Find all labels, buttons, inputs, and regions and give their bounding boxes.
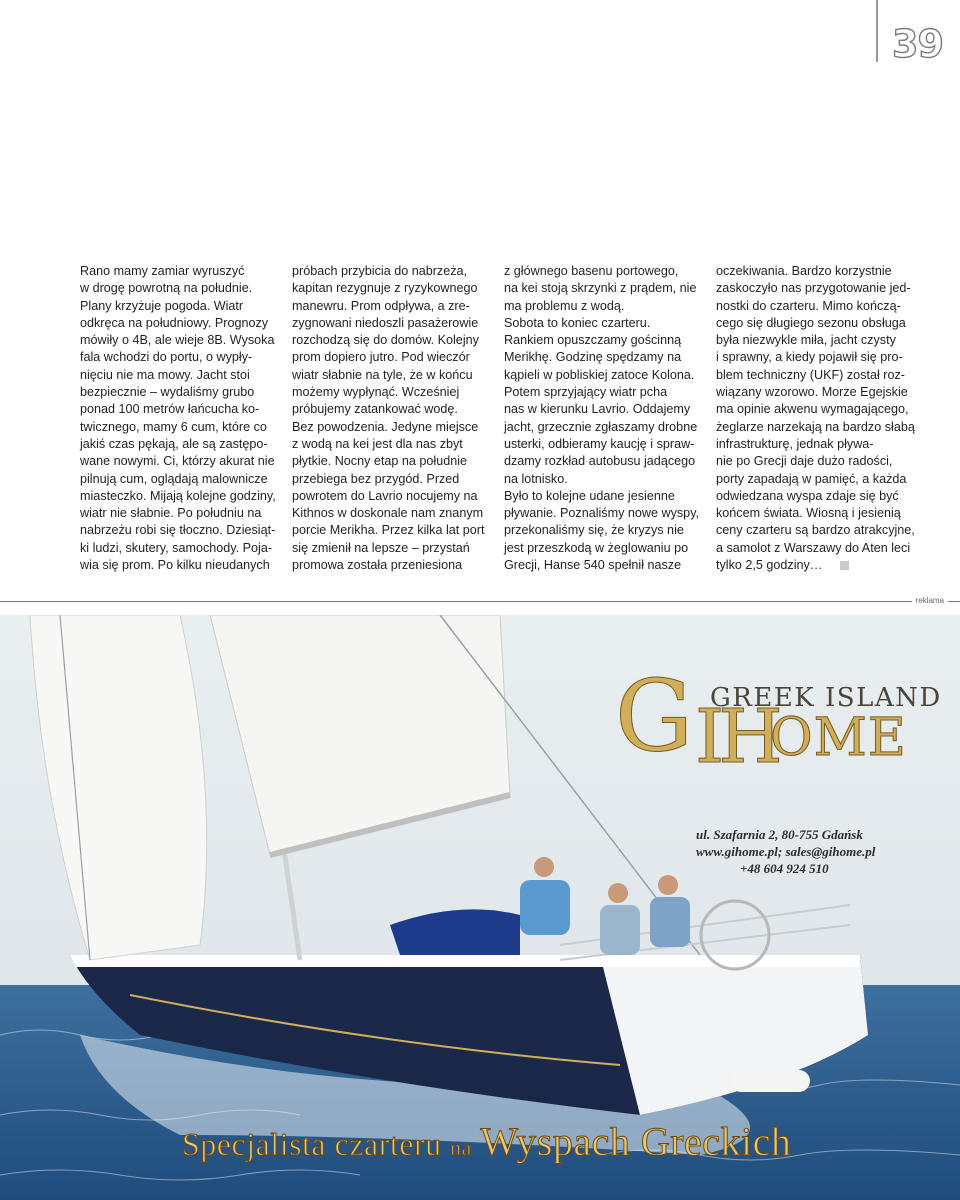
text-line: wiatr nie słabnie. Po południu na	[80, 506, 262, 521]
text-line: ceny czarteru są bardzo atrakcyjne,	[716, 523, 915, 538]
text-line: porty zapadają w pamięć, a każda	[716, 471, 907, 486]
text-line: na kei stoją skrzynki z prądem, nie	[504, 281, 697, 296]
text-line: twicznego, mamy 6 cum, które co	[80, 419, 267, 434]
ad-divider	[0, 601, 960, 602]
brand-greek-island: GREEK ISLAND	[710, 683, 942, 713]
text-line: infrastrukturę, jednak pływa-	[716, 436, 874, 451]
text-line: Plany krzyżuje pogoda. Wiatr	[80, 298, 244, 313]
text-line: porcie Merikha. Przez kilka lat port	[292, 523, 485, 538]
slogan-part-1: Specjalista czarteru	[182, 1126, 442, 1162]
text-line: nie po Grecji daje dużo radości,	[716, 454, 893, 469]
text-line: w drogę powrotną na południe.	[80, 281, 253, 296]
ad-address: ul. Szafarnia 2, 80-755 Gdańsk	[696, 827, 863, 842]
text-line: pływanie. Poznaliśmy nowe wyspy,	[504, 506, 700, 521]
text-line: Merikhę. Godzinę spędzamy na	[504, 350, 682, 365]
text-line: była niezwykle miła, jacht czysty	[716, 333, 896, 348]
ad-slogan	[182, 1118, 791, 1165]
logo-letters-ome: OME	[770, 708, 907, 768]
fender	[730, 1070, 810, 1092]
text-line: wiatr słabnie na tyle, że w końcu	[292, 367, 473, 382]
text-line: Kithnos w doskonale nam znanym	[292, 506, 484, 521]
slogan-part-3: Wyspach Greckich	[480, 1119, 792, 1164]
text-line: manewru. Prom odpływa, a zre-	[292, 298, 470, 313]
text-line: przebiega bez przygód. Przed	[292, 471, 460, 486]
text-line: końcem świata. Wiosną i jesienią	[716, 506, 901, 521]
text-line: nięciu nie ma mowy. Jacht stoi	[80, 367, 250, 382]
ad-contact	[696, 826, 875, 877]
ad-website-email[interactable]: www.gihome.pl; sales@gihome.pl	[696, 844, 876, 859]
text-line: pilnują cum, oglądają malownicze	[80, 471, 268, 486]
text-line: zaskoczyło nas przygotowanie jed-	[716, 281, 911, 296]
text-line: usterki, odbieramy kaucję i spraw-	[504, 436, 695, 451]
text-line: odwiedzana wyspa zdaje się być	[716, 488, 899, 503]
text-line: miasteczko. Mijają kolejne godziny,	[80, 488, 276, 503]
text-line: ma problemu z wodą.	[504, 298, 625, 313]
text-line: wane nowymi. Ci, którzy akurat nie	[80, 454, 275, 469]
text-line: cego się długiego sezonu obsługa	[716, 315, 906, 330]
text-line: promowa została przeniesiona	[292, 558, 463, 573]
text-line: Rano mamy zamiar wyruszyć	[80, 264, 245, 278]
text-line-last: tylko 2,5 godziny…	[716, 558, 823, 573]
text-line: ponad 100 metrów łańcucha ko-	[80, 402, 260, 417]
text-line: wiązany wzorowo. Morze Egejskie	[716, 385, 908, 400]
text-line: dzamy rozkład autobusu jadącego	[504, 454, 696, 469]
text-line	[716, 557, 904, 574]
text-line: Sobota to koniec czarteru.	[504, 315, 651, 330]
deck-edge	[70, 955, 860, 967]
text-line: a samolot z Warszawy do Aten leci	[716, 540, 911, 555]
text-line: przekonaliśmy się, że kryzys nie	[504, 523, 684, 538]
text-line: ki ludzi, skutery, samochody. Poja-	[80, 540, 273, 555]
text-line: kapitan rezygnuje z ryzykownego	[292, 281, 478, 296]
text-line: blem techniczny (UKF) został roz-	[716, 367, 905, 382]
text-line: na lotnisko.	[504, 471, 568, 486]
text-line: rozchodzą się do domów. Kolejny	[292, 333, 479, 348]
text-line: wia się prom. Po kilku nieudanych	[80, 558, 270, 573]
text-line: bezpiecznie – wydaliśmy grubo	[80, 385, 255, 400]
text-line: fala wchodzi do portu, o wypły-	[80, 350, 253, 365]
logo-letter-g: G	[615, 660, 694, 774]
text-line: się zmienił na lepsze – przystań	[292, 540, 470, 555]
text-line: jest przeszkodą w żeglowaniu po	[504, 540, 689, 555]
text-line: żeglarze narzekają na bardzo słabą	[716, 419, 915, 434]
text-line: Było to kolejne udane jesienne	[504, 488, 675, 503]
text-line: jakiś czas pękają, ale są zastępo-	[80, 436, 268, 451]
text-line: Bez powodzenia. Jedyne miejsce	[292, 419, 479, 434]
text-line: z wodą na kei jest dla nas zbyt	[292, 436, 463, 451]
text-line: odkręca na południowy. Prognozy	[80, 315, 269, 330]
end-of-article-square-icon	[840, 561, 849, 570]
text-line: prom dopiero jutro. Pod wieczór	[292, 350, 470, 365]
article-column-2	[292, 263, 485, 574]
text-line: i sprawny, a kiedy pojawił się pro-	[716, 350, 903, 365]
text-line: nas w kierunku Lavrio. Oddajemy	[504, 402, 691, 417]
ad-label: reklama	[912, 596, 948, 605]
article-column-3	[504, 263, 700, 574]
page-number: 39	[892, 22, 943, 66]
text-line: powrotem do Lavrio nocujemy na	[292, 488, 478, 503]
text-line: kąpieli w pobliskiej zatoce Kolona.	[504, 367, 695, 382]
text-line: ma opinie akwenu wymagającego,	[716, 402, 909, 417]
article-column-1	[80, 263, 276, 574]
text-line: próbach przybicia do nabrzeża,	[292, 264, 468, 278]
text-line: oczekiwania. Bardzo korzystnie	[716, 264, 892, 278]
text-line: z głównego basenu portowego,	[504, 264, 679, 278]
text-line: Rankiem opuszczamy gościnną	[504, 333, 682, 348]
slogan-part-2: na	[450, 1135, 472, 1160]
logo-letters-ih: IH	[695, 694, 777, 780]
text-line: jacht, grzecznie zgłaszamy drobne	[504, 419, 698, 434]
text-line: Potem sprzyjający wiatr pcha	[504, 385, 668, 400]
text-line: możemy wypłynąć. Wcześniej	[292, 385, 460, 400]
ad-phone: +48 604 924 510	[740, 861, 829, 876]
text-line: płytkie. Nocny etap na południe	[292, 454, 468, 469]
text-line: mówiły o 4B, ale wieje 8B. Wysoka	[80, 333, 275, 348]
text-line: zygnowani niedoszli pasażerowie	[292, 315, 479, 330]
header-rule	[876, 0, 878, 62]
text-line: próbujemy zatankować wodę.	[292, 402, 458, 417]
text-line: nostki do czarteru. Mimo kończą-	[716, 298, 901, 313]
text-line: nabrzeżu robi się tłoczno. Dziesiąt-	[80, 523, 276, 538]
text-line: Grecji, Hanse 540 spełnił nasze	[504, 558, 682, 573]
article-column-4	[716, 263, 915, 574]
